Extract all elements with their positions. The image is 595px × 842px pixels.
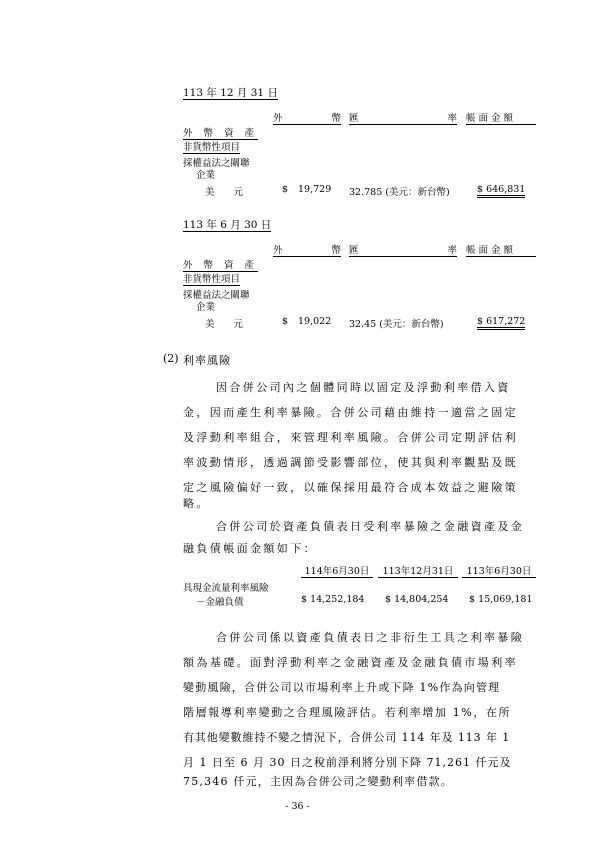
section1-equity-method-1: 採權益法之關聯 bbox=[183, 158, 250, 169]
rate-table-row-label-2: －金融負債 bbox=[196, 597, 244, 608]
section1-nonmonetary: 非貨幣性項目 bbox=[183, 142, 241, 153]
section1-row-label: 外 幣 資 產 bbox=[183, 128, 259, 139]
section2-usd-label: 美 元 bbox=[205, 319, 244, 330]
section2-header-amount: 帳 面 金 額 bbox=[466, 245, 514, 256]
para1-line: 因合併公司內之個體同時以固定及浮動利率借入資 bbox=[216, 381, 511, 394]
section1-equity-method-2: 企業 bbox=[196, 170, 216, 181]
section1-book-amount: $ 646,831 bbox=[477, 184, 525, 198]
para3-line: 階層報導利率變動之合理風險評估。若利率增加 1%，在所 bbox=[183, 706, 512, 719]
section2-dollar: $ bbox=[282, 316, 289, 327]
section2-fx-amount: 19,022 bbox=[298, 316, 332, 327]
para1-line: 定之風險偏好一致，以確保採用最符合成本效益之避險策 bbox=[183, 481, 518, 494]
section1-date: 113 年 12 月 31 日 bbox=[183, 87, 278, 99]
para3-line: 合併公司係以資產負債表日之非衍生工具之利率暴險 bbox=[216, 631, 525, 644]
rate-table-value-2: $ 15,069,181 bbox=[469, 594, 533, 605]
section2-rate: 32.45 (美元：新台幣) bbox=[349, 319, 444, 330]
section2-equity-method-2: 企業 bbox=[196, 302, 216, 313]
section1-dollar: $ bbox=[282, 184, 289, 195]
section1-header-rate: 匯 率 bbox=[349, 113, 457, 124]
para1-line: 金，因而產生利率暴險。合併公司藉由維持一適當之固定 bbox=[183, 406, 518, 419]
rate-table-col-0: 114年6月30日 bbox=[304, 566, 370, 577]
para3-line: 75,346 仟元，主因為合併公司之變動利率借款。 bbox=[183, 775, 453, 788]
section1-header-currency: 外 幣 bbox=[273, 113, 341, 124]
interest-risk-heading: 利率風險 bbox=[183, 354, 231, 367]
rate-table-col-2: 113年6月30日 bbox=[466, 566, 532, 577]
section1-fx-amount: 19,729 bbox=[298, 184, 332, 195]
section2-row-label: 外 幣 資 產 bbox=[183, 260, 259, 271]
rate-table-col-1: 113年12月31日 bbox=[382, 566, 454, 577]
para3-line: 有其他變數維持不變之情況下，合併公司 114 年及 113 年 1 bbox=[183, 731, 511, 744]
section2-header-currency: 外 幣 bbox=[273, 245, 341, 256]
para3-line: 變動風險，合併公司以市場利率上升或下降 1%作為向管理 bbox=[183, 681, 501, 694]
section2-equity-method-1: 採權益法之關聯 bbox=[183, 290, 250, 301]
section2-header-rate: 匯 率 bbox=[349, 245, 457, 256]
para3-line: 額為基礎。面對浮動利率之金融資產及金融負債市場利率 bbox=[183, 656, 518, 669]
rate-table-value-1: $ 14,804,254 bbox=[385, 594, 449, 605]
para1-line: 及浮動利率組合，來管理利率風險。合併公司定期評估利 bbox=[183, 431, 518, 444]
section2-nonmonetary: 非貨幣性項目 bbox=[183, 274, 241, 285]
section1-header-amount: 帳 面 金 額 bbox=[466, 113, 514, 124]
para1-line: 略。 bbox=[183, 497, 210, 510]
para3-line: 月 1 日至 6 月 30 日之稅前淨利將分別下降 71,261 仟元及 bbox=[183, 756, 512, 769]
rate-table-value-0: $ 14,252,184 bbox=[301, 594, 365, 605]
section1-usd-label: 美 元 bbox=[205, 187, 244, 198]
rate-table-row-label-1: 具現金流量利率風險 bbox=[183, 583, 269, 594]
section2-book-amount: $ 617,272 bbox=[477, 316, 525, 330]
para2-line: 合併公司於資產負債表日受利率暴險之金融資產及金 bbox=[216, 520, 525, 533]
para1-line: 率波動情形，透過調節受影響部位，使其與利率觀點及既 bbox=[183, 456, 518, 469]
section2-date: 113 年 6 月 30 日 bbox=[183, 219, 272, 231]
interest-risk-heading-num: (2) bbox=[163, 352, 179, 365]
section1-rate: 32.785 (美元：新台幣) bbox=[349, 187, 450, 198]
page-number: - 36 - bbox=[285, 801, 310, 812]
para2-line: 融負債帳面金額如下： bbox=[183, 542, 317, 555]
